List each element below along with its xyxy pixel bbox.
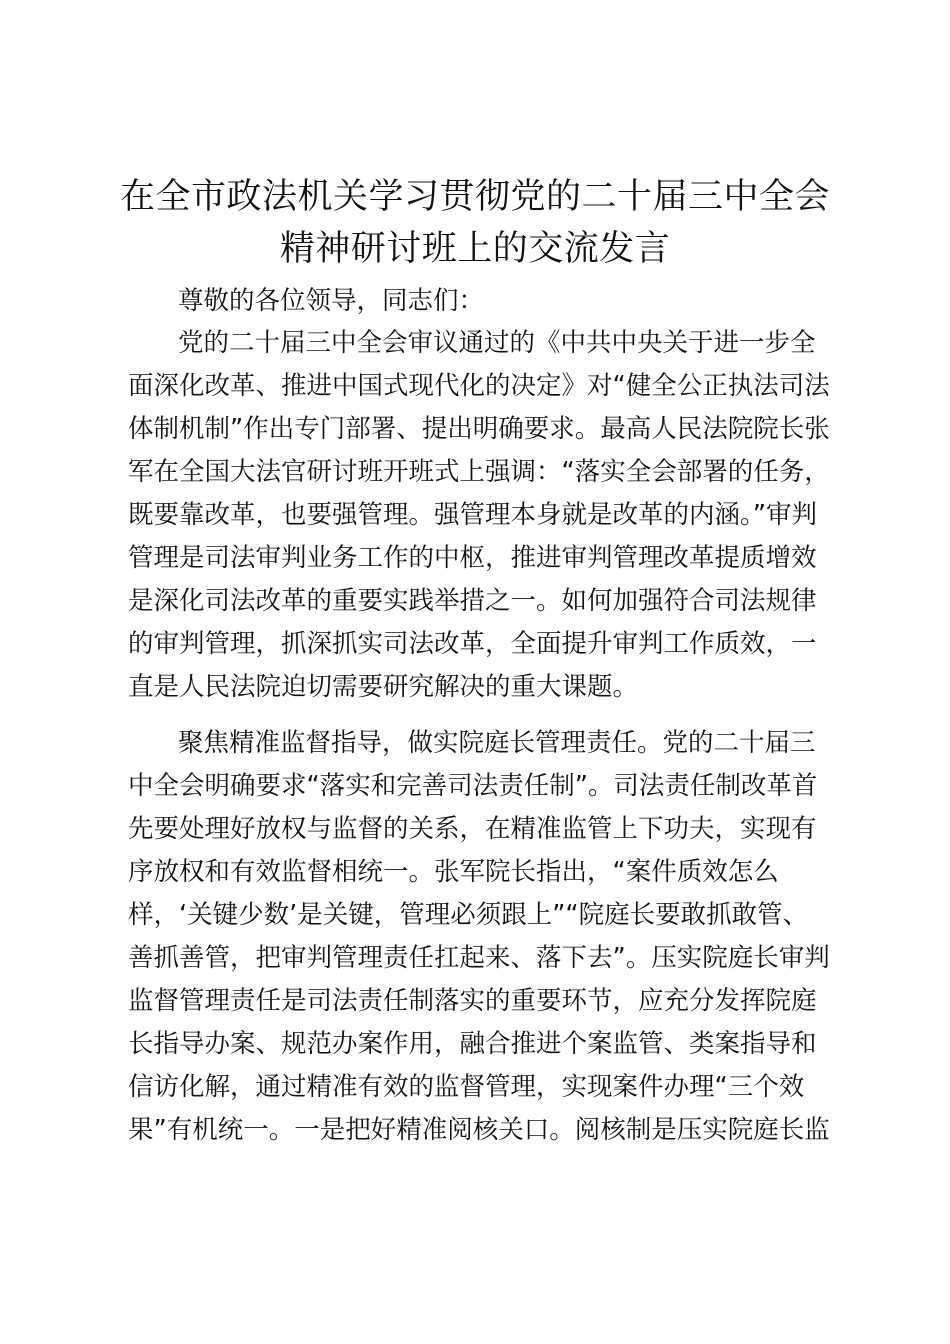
paragraph-line: 信访化解，通过精准有效的监督管理，实现案件办理“三个效 — [128, 1072, 805, 1102]
salutation: 尊敬的各位领导，同志们： — [178, 286, 485, 316]
paragraph-line: 是深化司法改革的重要实践举措之一。如何加强符合司法规律 — [128, 586, 817, 616]
paragraph-line: 的审判管理，抓深抓实司法改革，全面提升审判工作质效，一 — [128, 629, 817, 659]
paragraph-line: 直是人民法院迫切需要研究解决的重大课题。 — [128, 672, 639, 702]
paragraph-line: 果”有机统一。一是把好精准阅核关口。阅核制是压实院庭长监 — [128, 1115, 830, 1145]
paragraph-line: 中全会明确要求“落实和完善司法责任制”。司法责任制改革首 — [128, 771, 818, 801]
paragraph-line: 既要靠改革，也要强管理。强管理本身就是改革的内涵。”审判 — [128, 500, 817, 530]
paragraph-line: 党的二十届三中全会审议通过的《中共中央关于进一步全 — [178, 328, 816, 358]
paragraph-line: 管理是司法审判业务工作的中枢，推进审判管理改革提质增效 — [128, 543, 817, 573]
paragraph-line: 面深化改革、推进中国式现代化的决定》对“健全公正执法司法 — [128, 371, 830, 401]
document-title-line-1: 在全市政法机关学习贯彻党的二十届三中全会 — [119, 177, 830, 217]
paragraph-line: 体制机制”作出专门部署、提出明确要求。最高人民法院院长张 — [128, 414, 830, 444]
paragraph-line: 军在全国大法官研讨班开班式上强调：“落实全会部署的任务， — [128, 457, 830, 487]
document-title-line-2: 精神研讨班上的交流发言 — [279, 229, 671, 269]
paragraph-line: 先要处理好放权与监督的关系，在精准监管上下功夫，实现有 — [128, 814, 817, 844]
paragraph-line: 样，‘关键少数’是关键，管理必须跟上”“院庭长要敢抓敢管、 — [128, 900, 809, 930]
paragraph-line: 善抓善管，把审判管理责任扛起来、落下去”。压实院庭长审判 — [128, 943, 830, 973]
paragraph-line: 聚焦精准监督指导，做实院庭长管理责任。党的二十届三 — [178, 728, 816, 758]
paragraph-line: 长指导办案、规范办案作用，融合推进个案监管、类案指导和 — [128, 1029, 817, 1059]
paragraph-line: 序放权和有效监督相统一。张军院长指出，“案件质效怎么 — [128, 857, 779, 887]
paragraph-line: 监督管理责任是司法责任制落实的重要环节，应充分发挥院庭 — [128, 986, 817, 1016]
